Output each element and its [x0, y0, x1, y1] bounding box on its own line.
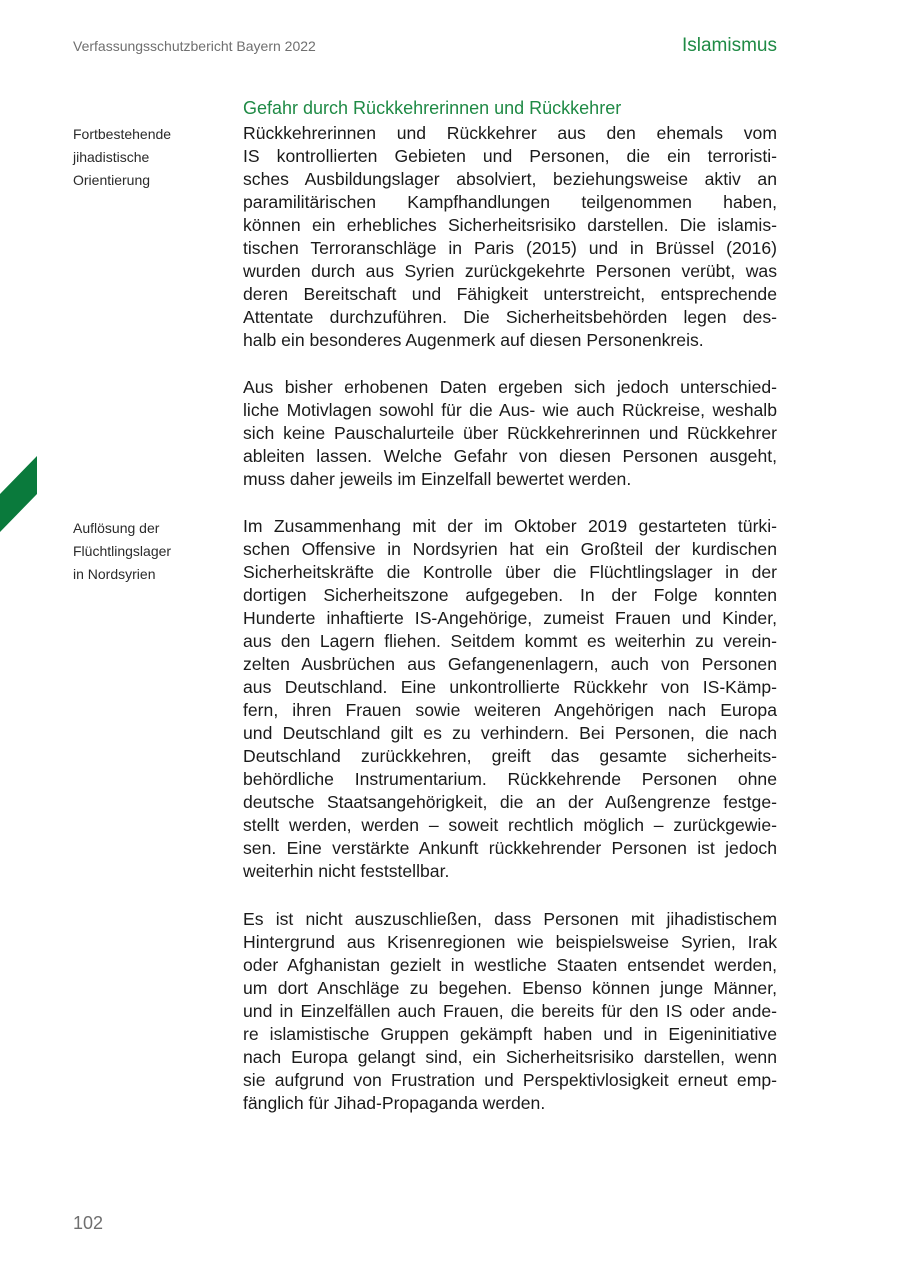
text-line: nach Europa gelangt sind, ein Sicherheitsrisiko darstellen, wenn — [243, 1047, 777, 1067]
section-heading: Gefahr durch Rückkehrerinnen und Rückkehrer — [243, 98, 622, 118]
text-line: deren Bereitschaft und Fähigkeit unterstreicht, entsprechende — [243, 284, 777, 304]
text-line: dortigen Sicherheitszone aufgegeben. In der Folge konnten — [243, 585, 777, 605]
text-line: sie aufgrund von Frustration und Perspektivlosigkeit erneut emp- — [243, 1070, 777, 1090]
text-line: oder Afghanistan gezielt in westliche Staaten entsendet werden, — [243, 955, 777, 975]
page-number: 102 — [73, 1213, 104, 1233]
margin-note-line: Orientierung — [73, 172, 151, 188]
text-line: ableiten lassen. Welche Gefahr von diesen Personen ausgeht, — [243, 446, 777, 466]
margin-note-line: Auflösung der — [73, 520, 160, 536]
text-line: Attentate durchzuführen. Die Sicherheitsbehörden legen des- — [243, 307, 777, 327]
margin-note-line: Flüchtlingslager — [73, 543, 172, 559]
text-line: wurden durch aus Syrien zurückgekehrte Personen verübt, was — [243, 261, 777, 281]
paragraph-motives — [243, 376, 777, 491]
margin-note-line: in Nordsyrien — [73, 566, 156, 582]
chapter-tab-shape — [0, 456, 37, 532]
paragraph-returnees-risk — [243, 122, 777, 352]
text-line: Im Zusammenhang mit der im Oktober 2019 gestarteten türki- — [243, 516, 777, 536]
paragraph-targeted-deployment — [243, 908, 777, 1115]
text-line: muss daher jeweils im Einzelfall bewertet werden. — [243, 469, 632, 489]
text-line: Hintergrund aus Krisenregionen wie beispielsweise Syrien, Irak — [243, 932, 777, 952]
text-line: tischen Terroranschläge in Paris (2015) und in Brüssel (2016) — [243, 238, 777, 258]
text-line: Aus bisher erhobenen Daten ergeben sich jedoch unterschied- — [243, 377, 777, 397]
text-line: können ein erhebliches Sicherheitsrisiko darstellen. Die islamis- — [243, 215, 777, 235]
publication-title: Verfassungsschutzbericht Bayern 2022 — [73, 38, 316, 54]
text-line: re islamistische Gruppen gekämpft haben und in Eigeninitiative — [243, 1024, 777, 1044]
text-line: sich keine Pauschalurteile über Rückkehrerinnen und Rückkehrer — [243, 423, 777, 443]
text-line: paramilitärischen Kampfhandlungen teilgenommen haben, — [243, 192, 777, 212]
text-line: aus Deutschland. Eine unkontrollierte Rückkehr von IS-Kämp- — [243, 677, 777, 697]
paragraph-refugee-camps — [243, 515, 777, 883]
text-line: liche Motivlagen sowohl für die Aus- wie auch Rückreise, weshalb — [243, 400, 777, 420]
text-line: Deutschland zurückkehren, greift das gesamte sicherheits- — [243, 746, 777, 766]
text-line: sches Ausbildungslager absolviert, beziehungsweise aktiv an — [243, 169, 777, 189]
text-line: und Deutschland gilt es zu verhindern. Bei Personen, die nach — [243, 723, 777, 743]
text-line: behördliche Instrumentarium. Rückkehrende Personen ohne — [243, 769, 777, 789]
text-line: sen. Eine verstärkte Ankunft rückkehrender Personen ist jedoch — [243, 838, 777, 858]
text-line: um dort Anschläge zu begehen. Ebenso können junge Männer, — [243, 978, 777, 998]
text-line: Sicherheitskräfte die Kontrolle über die Flüchtlingslager in der — [243, 562, 777, 582]
text-line: stellt werden, werden – soweit rechtlich möglich – zurückgewie- — [243, 815, 777, 835]
text-line: Hunderte inhaftierte IS-Angehörige, zumeist Frauen und Kinder, — [243, 608, 777, 628]
chapter-tab-marker — [0, 456, 37, 532]
text-line: Es ist nicht auszuschließen, dass Personen mit jihadistischem — [243, 909, 777, 929]
text-line: halb ein besonderes Augenmerk auf diesen Personenkreis. — [243, 330, 704, 350]
chapter-title: Islamismus — [681, 35, 777, 56]
text-line: und in Einzelfällen auch Frauen, die bereits für den IS oder ande- — [243, 1001, 777, 1021]
text-line: schen Offensive in Nordsyrien hat ein Großteil der kurdischen — [243, 539, 777, 559]
text-line: fänglich für Jihad-Propaganda werden. — [243, 1093, 546, 1113]
text-line: Rückkehrerinnen und Rückkehrer aus den ehemals vom — [243, 123, 777, 143]
margin-note-line: jihadistische — [73, 149, 150, 165]
margin-note-line: Fortbestehende — [73, 126, 172, 142]
text-line: zelten Ausbrüchen aus Gefangenenlagern, auch von Personen — [243, 654, 777, 674]
text-line: weiterhin nicht feststellbar. — [243, 861, 450, 881]
text-line: fern, ihren Frauen sowie weiteren Angehörigen nach Europa — [243, 700, 777, 720]
text-line: IS kontrollierten Gebieten und Personen, die ein terroristi- — [243, 146, 777, 166]
margin-note-orientation — [73, 123, 223, 192]
text-line: aus den Lagern fliehen. Seitdem kommt es weiterhin zu verein- — [243, 631, 777, 651]
text-line: deutsche Staatsangehörigkeit, die an der Außengrenze festge- — [243, 792, 777, 812]
margin-note-refugee-camps — [73, 517, 223, 586]
